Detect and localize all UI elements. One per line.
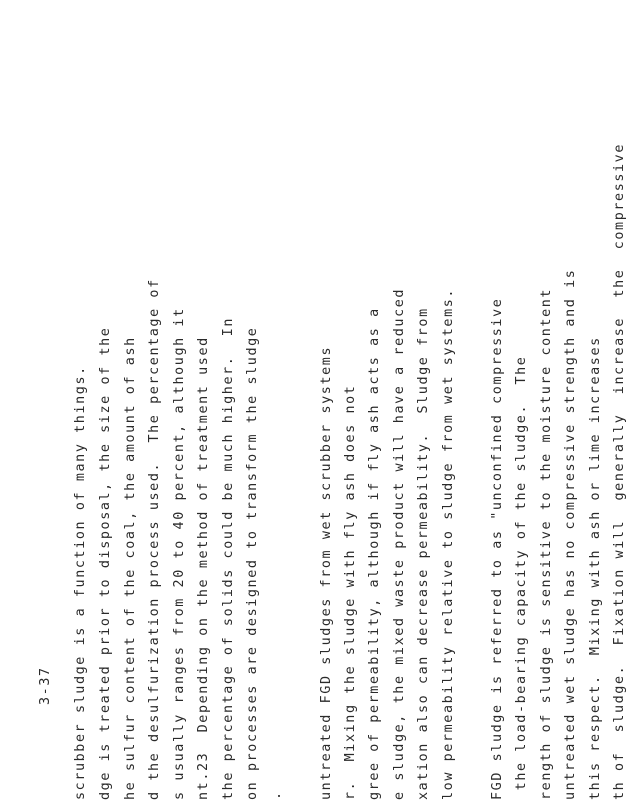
text-line: rength of sludge is sensitive to the moisture content [539,287,554,800]
text-line: untreated wet sludge has no compressive strength and is [563,268,578,800]
text-line: FGD sludge is referred to as "unconfined compressive [490,297,505,800]
text-line: dge is treated prior to disposal, the size of the [98,326,113,800]
text-line: this respect. Mixing with ash or lime increases [588,336,603,800]
text-line: xation also can decrease permeability. Sludge from [416,307,431,800]
text-line: the load-bearing capacity of the sludge. The [514,355,529,800]
paragraph-1 [60,0,284,800]
text-line: on processes are designed to transform the sludge [245,326,260,800]
text-line: scrubber sludge is a function of many things. [73,365,88,800]
text-line: d the desulfurization process used. The percentage of [147,278,162,800]
text-line: th of sludge. Fixation will generally increase the compressive [612,142,627,800]
text-line: the percentage of solids could be much higher. In [221,316,236,800]
text-line: r. Mixing the sludge with fly ash does not [343,384,358,800]
page-number: 3-37 [38,666,53,705]
text-line: . [269,790,284,800]
text-line: nt.23 Depending on the method of treatment used [196,336,211,800]
text-line: e sludge, the mixed waste product will have a reduced [392,287,407,800]
paragraph-2 [270,0,456,800]
text-line: gree of permeability, although if fly ash acts as a [367,307,382,800]
text-line: s usually ranges from 20 to 40 percent, although it [172,307,187,800]
text-line: he sulfur content of the coal, the amount of ash [123,336,138,800]
text-line: low permeability relative to sludge from wet systems. [441,287,456,800]
text-line: untreated FGD sludges from wet scrubber systems [319,345,334,800]
